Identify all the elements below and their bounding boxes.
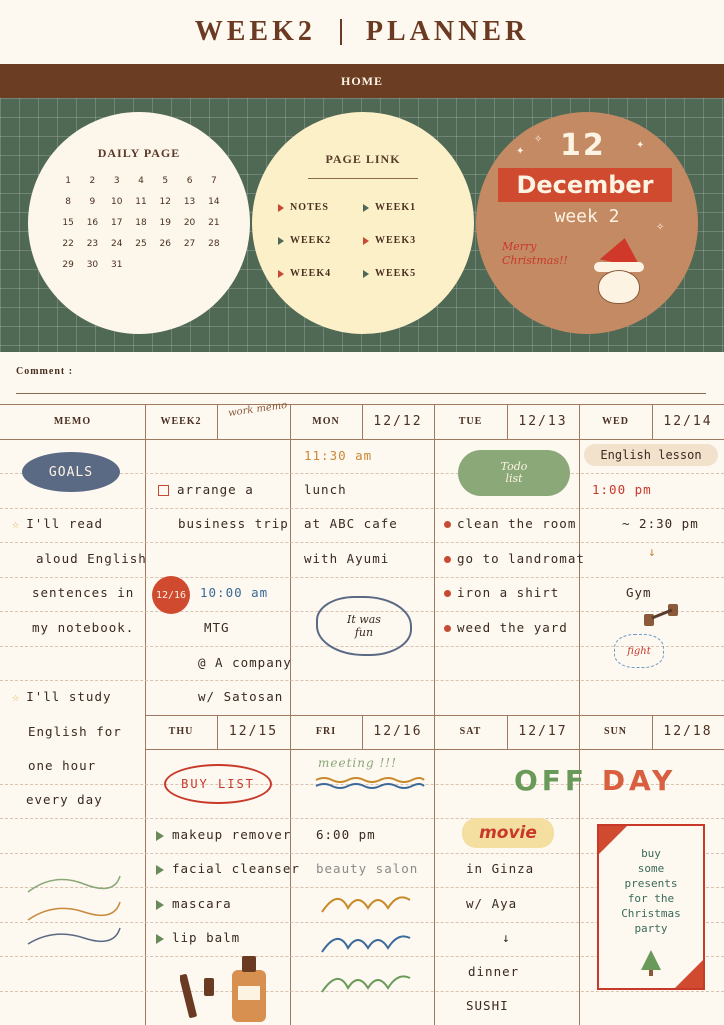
header-tue-date: 12/13 [518,413,568,429]
card-line: party [634,922,668,935]
date-circle: 12/16 [152,576,190,614]
buy-item[interactable] [156,896,232,911]
day-link[interactable]: 11 [135,197,147,207]
goals-badge [22,452,120,492]
header-sun: SUN [603,725,627,737]
header-week2: WEEK2 [160,415,202,427]
day-link[interactable]: 22 [62,239,74,249]
card-text [599,846,703,936]
december-month: December [516,171,654,199]
grid-hline [0,439,724,440]
day-link[interactable]: 24 [110,239,123,249]
title-week: WEEK2 [194,16,316,47]
off-day-title [514,764,676,797]
sparkle-icon: ✦ [636,140,645,151]
fight-badge: fight [614,634,664,668]
triangle-arrow-icon [363,237,369,245]
bullet-icon [444,590,451,597]
star-icon: ☆ [12,517,21,531]
star-icon: ☆ [12,690,21,704]
page-link-notes[interactable] [278,202,363,213]
day-link[interactable]: 26 [159,239,171,249]
ruled-line [0,542,724,543]
page-link-title: PAGE LINK [325,152,401,166]
mon-line: lunch [304,482,347,497]
day-link[interactable]: 28 [208,239,220,249]
arrow-down-icon: ↓ [502,930,511,945]
home-link[interactable]: HOME [341,73,383,88]
page-link-label: NOTES [290,202,329,213]
bullet-icon [156,900,164,910]
page-title [0,0,724,64]
page-link-circle [252,112,474,334]
memo-line [12,689,112,704]
santa-face-icon [598,270,640,304]
day-link[interactable]: 21 [208,218,220,228]
day-link[interactable]: 27 [183,239,196,249]
tue-todo-item[interactable] [444,620,568,635]
buy-item[interactable] [156,827,291,842]
mon-line: with Ayumi [304,551,390,566]
triangle-arrow-icon [363,270,369,278]
mon-line: at ABC cafe [304,516,398,531]
bullet-icon [156,865,164,875]
card-line: Christmas [621,907,681,920]
todo-sub: list [505,472,523,485]
cosmetics-icon [180,956,276,1022]
arrow-down-icon: ↓ [648,544,657,559]
memo-line: every day [26,792,103,807]
day-link[interactable]: 12 [159,197,171,207]
sparkle-icon: ✧ [534,134,543,145]
card-line: buy [641,847,661,860]
day-link[interactable]: 4 [138,176,144,186]
header-thu: THU [168,725,194,737]
daily-page-circle [28,112,250,334]
off-text: OFF [514,764,589,797]
day-link[interactable]: 25 [135,239,147,249]
ruled-line [0,577,724,578]
page-link-week3[interactable] [363,235,448,246]
christmas-note-card [597,824,705,990]
buy-item-text: mascara [172,896,232,911]
work-memo-label: work memo [227,399,288,420]
goals-label: GOALS [48,464,94,480]
movie-badge: movie [462,818,554,848]
day-link[interactable]: 7 [210,176,217,186]
ruled-line [0,508,724,509]
day-link[interactable]: 20 [183,218,196,228]
bullet-icon [444,625,451,632]
bullet-icon [156,831,164,841]
december-number: 12 [560,128,606,163]
day-link[interactable]: 3 [113,176,120,186]
card-line: for the [627,892,675,905]
checkbox-icon[interactable] [158,485,169,496]
grid-vline [217,405,218,439]
memo-line: one hour [28,758,97,773]
sparkle-icon: ✦ [516,146,525,157]
header-fri-date: 12/16 [373,723,423,739]
page-link-week4[interactable] [278,268,363,279]
page-link-label: WEEK2 [290,235,332,246]
day-link[interactable]: 6 [186,176,193,186]
merry-label: Merry [502,240,537,253]
todo-title: Todo [500,460,528,473]
bullet-icon [444,521,451,528]
buy-item[interactable] [156,930,240,945]
card-corner [675,960,703,988]
triangle-arrow-icon [278,204,284,212]
sat-line: dinner [468,964,520,979]
day-link[interactable]: 15 [62,218,74,228]
day-link[interactable]: 29 [62,260,74,270]
memo-line: English for [28,724,122,739]
december-sticker [476,112,698,334]
sparkle-icon: ✧ [656,222,665,233]
christmas-tree-icon [641,950,661,976]
wed-gym: Gym [626,585,652,600]
ruled-line [0,680,724,681]
day-link[interactable]: 5 [162,176,169,186]
buy-list-badge: BUY LIST [164,764,272,804]
work-company: @ A company [198,655,292,670]
merry-christmas-text [502,240,568,268]
header-fri: FRI [315,725,337,737]
christmas-label: Christmas!! [502,254,568,267]
day-link[interactable]: 18 [135,218,147,228]
day-link[interactable]: 30 [86,260,99,270]
grid-hline [145,749,724,750]
day-link[interactable]: 13 [183,197,196,207]
page-link-list [278,202,448,279]
loop-doodle-icon [318,888,414,1008]
header-wed-date: 12/14 [663,413,713,429]
memo-line [12,516,103,531]
buy-item-text: facial cleanser [172,861,300,876]
day-link[interactable]: 19 [159,218,171,228]
header-tue: TUE [458,415,483,427]
title-separator [340,19,342,45]
todo-item-text: weed the yard [457,620,568,635]
home-nav-bar[interactable] [0,64,724,98]
day-link-grid [56,176,226,270]
dumbbell-icon [640,600,682,630]
todo-item-text: clean the room [457,516,577,531]
day-link[interactable]: 16 [86,218,99,228]
buy-item-text: makeup remover [172,827,292,842]
memo-text: I'll study [26,689,112,704]
sat-line: SUSHI [466,998,509,1013]
todo-item-text: iron a shirt [457,585,560,600]
work-time: 10:00 am [200,585,269,600]
december-banner [498,168,672,202]
buy-item-text: lip balm [172,930,241,945]
day-link[interactable]: 17 [110,218,123,228]
comment-label: Comment : [16,366,74,377]
work-todo[interactable] [158,482,254,497]
day-text: DAY [601,764,677,797]
english-lesson-pill: English lesson [584,444,718,466]
page-link-week5[interactable] [363,268,448,279]
header-memo: MEMO [53,415,92,427]
todo-list-cloud [458,450,570,496]
work-todo-text: arrange a [177,482,254,497]
header-wed: WED [602,415,629,427]
ruled-line [0,818,724,819]
page-link-divider [308,178,418,179]
wed-start-time: 1:00 pm [592,482,652,497]
work-mtg: MTG [204,620,230,635]
day-link[interactable]: 31 [110,260,123,270]
page-link-week2[interactable] [278,235,363,246]
page-link-label: WEEK3 [375,235,417,246]
sat-line: in Ginza [466,861,535,876]
header-sat: SAT [459,725,482,737]
memo-line: my notebook. [32,620,135,635]
day-link[interactable]: 9 [89,197,96,207]
title-planner: PLANNER [365,16,530,47]
card-line: presents [624,877,678,890]
day-link[interactable]: 23 [86,239,99,249]
day-link[interactable]: 2 [89,176,96,186]
daily-page-title: DAILY PAGE [97,146,181,160]
header-mon: MON [312,415,340,427]
header-thu-date: 12/15 [228,723,279,739]
day-link[interactable]: 10 [110,197,123,207]
page-link-week1[interactable] [363,202,448,213]
work-with: w/ Satosan [198,689,284,704]
page-link-label: WEEK1 [375,202,417,213]
triangle-arrow-icon [363,204,369,212]
wed-end-time: ~ 2:30 pm [622,516,699,531]
tue-todo-item[interactable] [444,585,559,600]
tue-todo-item[interactable] [444,551,585,566]
tue-todo-item[interactable] [444,516,576,531]
day-link[interactable]: 1 [65,176,71,186]
comment-line[interactable] [16,393,706,394]
day-link[interactable]: 8 [65,197,71,207]
bullet-icon [156,934,164,944]
todo-item-text: go to landromat [457,551,585,566]
triangle-arrow-icon [278,237,284,245]
work-todo-cont: business trip [178,516,289,531]
buy-item[interactable] [156,861,300,876]
bullet-icon [444,556,451,563]
memo-line: sentences in [32,585,135,600]
header-sun-date: 12/18 [663,723,713,739]
memo-line: aloud English [36,551,147,566]
page-link-label: WEEK5 [375,268,417,279]
heart-doodle-icon [24,862,124,952]
december-week: week 2 [554,206,620,227]
memo-text: I'll read [26,516,103,531]
fri-place: beauty salon [316,861,419,876]
header-mon-date: 12/12 [373,413,423,429]
bubble-line: fun [354,626,374,639]
page-link-label: WEEK4 [290,268,332,279]
sat-line: w/ Aya [466,896,518,911]
triangle-arrow-icon [278,270,284,278]
meeting-label: meeting !!! [318,756,397,770]
card-line: some [637,862,665,875]
day-link[interactable]: 14 [208,197,220,207]
mon-time: 11:30 am [304,448,373,463]
bubble-line: It was [347,613,381,626]
it-was-fun-bubble [316,596,412,656]
fri-time: 6:00 pm [316,827,376,842]
wavy-line-icon [314,776,426,790]
header-sat-date: 12/17 [518,723,568,739]
